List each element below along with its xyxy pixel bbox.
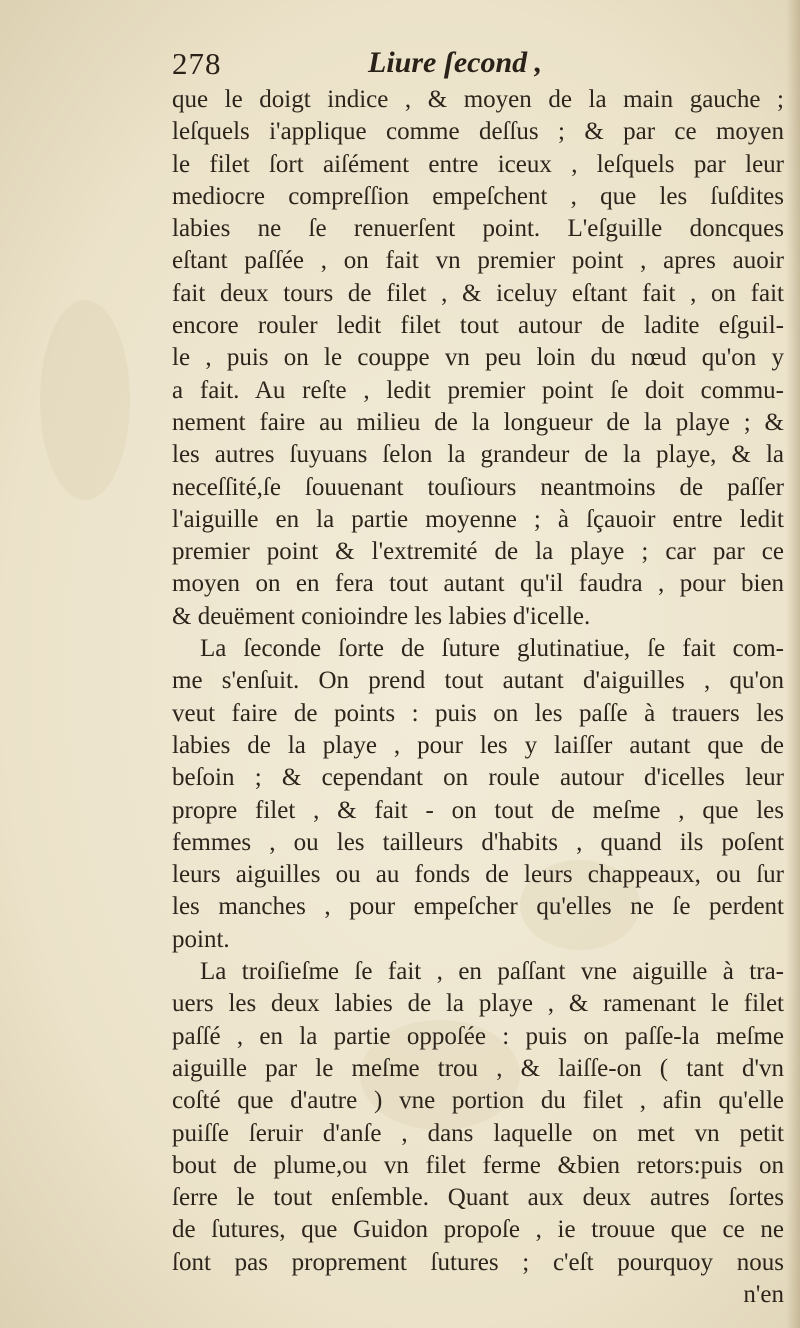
- text-line: encore rouler ledit filet tout autour de ladite eſguil-: [172, 312, 784, 340]
- text-line: eſtant paſſée , on fait vn premier point , apres auoir: [172, 247, 784, 275]
- text-line: veut faire de points : puis on les paſſe à trauers les: [172, 699, 784, 727]
- text-line: le filet ſort aiſément entre iceux , leſquels par leur: [172, 150, 784, 178]
- text-line: que le doigt indice , & moyen de la main gauche ;: [172, 86, 784, 113]
- text-line: le , puis on le couppe vn peu loin du nœud qu'on y: [172, 344, 784, 372]
- page-edge-shadow: [786, 0, 800, 1328]
- text-line: coſté que d'autre ) vne portion du filet , afin qu'elle: [172, 1087, 784, 1115]
- text-line: moyen on en fera tout autant qu'il faudra , pour bien: [172, 570, 784, 598]
- running-title: Liure ſecond ,: [368, 46, 543, 79]
- text-line: propre filet , & fait - on tout de meſme , que les: [172, 796, 784, 824]
- text-line: uers les deux labies de la playe , & ramenant le filet: [172, 990, 784, 1018]
- text-line: leurs aiguilles ou au fonds de leurs chappeaux, ou ſur: [172, 861, 784, 889]
- text-line: neceſſité,ſe ſouuenant touſiours neantmoins de paſſer: [172, 473, 784, 501]
- text-line: ſont pas proprement ſutures ; c'eſt pourquoy nous: [172, 1248, 784, 1276]
- text-line: les autres ſuyuans ſelon la grandeur de la playe, & la: [172, 441, 784, 469]
- text-line: bout de plume,ou vn filet ferme &bien retors:puis on: [172, 1151, 784, 1179]
- text-line: labies de la playe , pour les y laiſſer autant que de: [172, 731, 784, 759]
- text-line: puiſſe ſeruir d'anſe , dans laquelle on met vn petit: [172, 1119, 784, 1147]
- text-line: l'aiguille en la partie moyenne ; à ſçauoir entre ledit: [172, 505, 784, 533]
- page-header: [172, 46, 612, 86]
- paper-stain: [40, 300, 130, 500]
- text-line: nement faire au milieu de la longueur de la playe ; &: [172, 408, 784, 436]
- text-line: La ſeconde ſorte de ſuture glutinatiue, ſe fait com-: [200, 635, 784, 663]
- text-line: beſoin ; & cependant on roule autour d'icelles leur: [172, 764, 784, 792]
- page-number: 278: [172, 46, 222, 81]
- text-line: paſſé , en la partie oppoſée : puis on paſſe-la meſme: [172, 1022, 784, 1050]
- text-line: labies ne ſe renuerſent point. L'eſguille doncques: [172, 215, 784, 243]
- text-line: point.: [172, 925, 230, 953]
- text-line: & deuëment conioindre les labies d'icelle.: [172, 602, 591, 630]
- catchword: n'en: [743, 1280, 784, 1308]
- text-line: leſquels i'applique comme deſſus ; & par ce moyen: [172, 118, 784, 146]
- text-line: femmes , ou les tailleurs d'habits , quand ils poſent: [172, 828, 784, 856]
- text-line: fait deux tours de filet , & iceluy eſtant fait , on fait: [172, 279, 784, 307]
- text-line: de ſutures, que Guidon propoſe , ie trouue que ce ne: [172, 1216, 784, 1244]
- text-line: La troiſieſme ſe fait , en paſſant vne aiguille à tra-: [200, 958, 784, 986]
- body-text: [172, 84, 784, 1311]
- text-line: a fait. Au reſte , ledit premier point ſe doit commu-: [172, 376, 784, 404]
- text-line: me s'enſuit. On prend tout autant d'aiguilles , qu'on: [172, 667, 784, 695]
- text-line: les manches , pour empeſcher qu'elles ne ſe perdent: [172, 893, 784, 921]
- text-line: aiguille par le meſme trou , & laiſſe-on ( tant d'vn: [172, 1054, 784, 1082]
- text-line: mediocre compreſſion empeſchent , que les ſuſdites: [172, 182, 784, 210]
- text-line: ſerre le tout enſemble. Quant aux deux autres ſortes: [172, 1184, 784, 1212]
- text-line: premier point & l'extremité de la playe ; car par ce: [172, 538, 784, 566]
